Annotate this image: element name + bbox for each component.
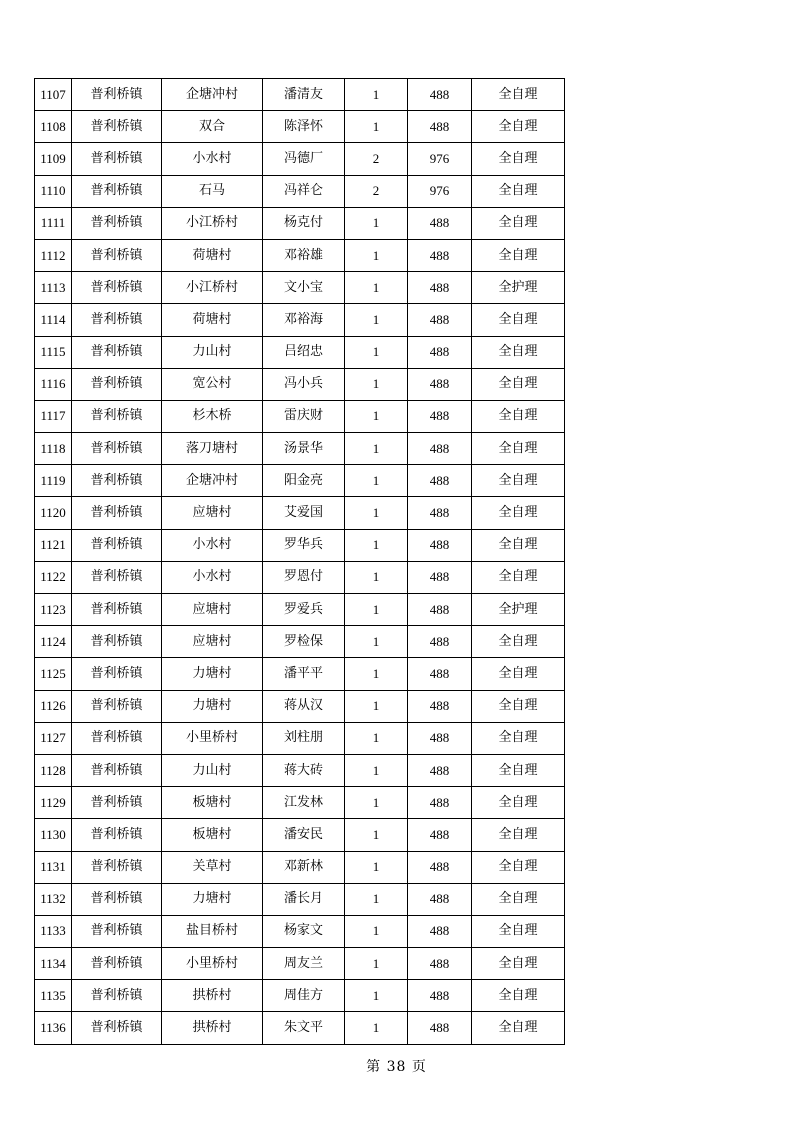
cell-seq: 1119: [35, 465, 72, 497]
cell-town: 普利桥镇: [72, 883, 162, 915]
cell-seq: 1122: [35, 561, 72, 593]
cell-town: 普利桥镇: [72, 819, 162, 851]
cell-village: 拱桥村: [162, 1012, 263, 1044]
cell-town: 普利桥镇: [72, 272, 162, 304]
cell-count: 1: [345, 754, 408, 786]
table-row: [35, 497, 565, 529]
cell-count: 1: [345, 561, 408, 593]
cell-town: 普利桥镇: [72, 658, 162, 690]
cell-care-type: 全自理: [472, 722, 565, 754]
cell-village: 小水村: [162, 143, 263, 175]
table-row: [35, 883, 565, 915]
table-row: [35, 304, 565, 336]
cell-village: 小江桥村: [162, 207, 263, 239]
table-row: [35, 690, 565, 722]
cell-seq: 1111: [35, 207, 72, 239]
cell-count: 1: [345, 304, 408, 336]
cell-count: 1: [345, 626, 408, 658]
cell-care-type: 全自理: [472, 658, 565, 690]
cell-count: 1: [345, 915, 408, 947]
cell-village: 杉木桥: [162, 400, 263, 432]
cell-count: 1: [345, 883, 408, 915]
cell-amount: 488: [408, 368, 472, 400]
cell-name: 邓新林: [263, 851, 345, 883]
cell-name: 罗爱兵: [263, 594, 345, 626]
table-row: [35, 980, 565, 1012]
table-row: [35, 465, 565, 497]
cell-care-type: 全自理: [472, 915, 565, 947]
cell-care-type: 全自理: [472, 948, 565, 980]
cell-seq: 1121: [35, 529, 72, 561]
cell-care-type: 全自理: [472, 787, 565, 819]
cell-count: 1: [345, 594, 408, 626]
cell-village: 力塘村: [162, 690, 263, 722]
cell-seq: 1109: [35, 143, 72, 175]
cell-town: 普利桥镇: [72, 787, 162, 819]
cell-amount: 488: [408, 787, 472, 819]
cell-seq: 1107: [35, 79, 72, 111]
cell-village: 应塘村: [162, 626, 263, 658]
cell-amount: 488: [408, 400, 472, 432]
cell-count: 2: [345, 175, 408, 207]
cell-town: 普利桥镇: [72, 336, 162, 368]
cell-seq: 1132: [35, 883, 72, 915]
cell-count: 1: [345, 79, 408, 111]
cell-count: 1: [345, 1012, 408, 1044]
cell-count: 1: [345, 336, 408, 368]
cell-village: 荷塘村: [162, 304, 263, 336]
cell-care-type: 全自理: [472, 336, 565, 368]
cell-town: 普利桥镇: [72, 143, 162, 175]
cell-name: 艾爱国: [263, 497, 345, 529]
cell-amount: 488: [408, 915, 472, 947]
cell-care-type: 全自理: [472, 819, 565, 851]
cell-name: 杨家文: [263, 915, 345, 947]
cell-town: 普利桥镇: [72, 915, 162, 947]
cell-count: 1: [345, 948, 408, 980]
cell-count: 1: [345, 980, 408, 1012]
cell-name: 潘平平: [263, 658, 345, 690]
cell-count: 1: [345, 787, 408, 819]
cell-care-type: 全护理: [472, 272, 565, 304]
cell-town: 普利桥镇: [72, 754, 162, 786]
cell-seq: 1123: [35, 594, 72, 626]
beneficiary-table: [34, 78, 565, 1045]
cell-amount: 488: [408, 851, 472, 883]
cell-name: 潘长月: [263, 883, 345, 915]
table-row: [35, 754, 565, 786]
cell-name: 潘安民: [263, 819, 345, 851]
cell-care-type: 全自理: [472, 143, 565, 175]
table-row: [35, 207, 565, 239]
cell-seq: 1124: [35, 626, 72, 658]
cell-count: 1: [345, 465, 408, 497]
cell-village: 板塘村: [162, 787, 263, 819]
cell-town: 普利桥镇: [72, 561, 162, 593]
cell-seq: 1110: [35, 175, 72, 207]
cell-count: 1: [345, 529, 408, 561]
cell-name: 吕绍忠: [263, 336, 345, 368]
cell-seq: 1116: [35, 368, 72, 400]
cell-town: 普利桥镇: [72, 465, 162, 497]
cell-count: 1: [345, 111, 408, 143]
cell-name: 汤景华: [263, 433, 345, 465]
cell-seq: 1135: [35, 980, 72, 1012]
cell-seq: 1125: [35, 658, 72, 690]
cell-village: 落刀塘村: [162, 433, 263, 465]
cell-name: 冯德厂: [263, 143, 345, 175]
table-row: [35, 79, 565, 111]
cell-seq: 1120: [35, 497, 72, 529]
cell-town: 普利桥镇: [72, 980, 162, 1012]
cell-town: 普利桥镇: [72, 111, 162, 143]
cell-seq: 1133: [35, 915, 72, 947]
cell-name: 冯祥仑: [263, 175, 345, 207]
cell-count: 1: [345, 239, 408, 271]
cell-amount: 488: [408, 626, 472, 658]
cell-seq: 1108: [35, 111, 72, 143]
cell-care-type: 全自理: [472, 465, 565, 497]
cell-village: 力塘村: [162, 883, 263, 915]
cell-count: 1: [345, 819, 408, 851]
cell-amount: 488: [408, 433, 472, 465]
cell-amount: 488: [408, 465, 472, 497]
cell-town: 普利桥镇: [72, 594, 162, 626]
cell-amount: 488: [408, 1012, 472, 1044]
cell-name: 蒋从汉: [263, 690, 345, 722]
cell-care-type: 全自理: [472, 626, 565, 658]
cell-care-type: 全自理: [472, 561, 565, 593]
cell-name: 罗检保: [263, 626, 345, 658]
cell-amount: 488: [408, 336, 472, 368]
cell-care-type: 全自理: [472, 690, 565, 722]
cell-town: 普利桥镇: [72, 497, 162, 529]
cell-amount: 488: [408, 690, 472, 722]
cell-village: 石马: [162, 175, 263, 207]
cell-care-type: 全自理: [472, 111, 565, 143]
cell-village: 盐目桥村: [162, 915, 263, 947]
cell-village: 宽公村: [162, 368, 263, 400]
cell-name: 罗华兵: [263, 529, 345, 561]
cell-amount: 488: [408, 722, 472, 754]
cell-amount: 488: [408, 304, 472, 336]
cell-village: 力山村: [162, 754, 263, 786]
table-row: [35, 111, 565, 143]
cell-village: 力塘村: [162, 658, 263, 690]
cell-seq: 1130: [35, 819, 72, 851]
cell-town: 普利桥镇: [72, 722, 162, 754]
cell-care-type: 全自理: [472, 1012, 565, 1044]
table-row: [35, 272, 565, 304]
cell-seq: 1129: [35, 787, 72, 819]
table-row: [35, 239, 565, 271]
cell-name: 杨克付: [263, 207, 345, 239]
cell-amount: 488: [408, 111, 472, 143]
cell-care-type: 全自理: [472, 497, 565, 529]
cell-count: 1: [345, 368, 408, 400]
cell-village: 企塘冲村: [162, 465, 263, 497]
cell-amount: 488: [408, 239, 472, 271]
cell-seq: 1114: [35, 304, 72, 336]
page-number: 第 38 页: [366, 1059, 427, 1075]
cell-count: 1: [345, 272, 408, 304]
cell-care-type: 全自理: [472, 400, 565, 432]
cell-name: 周友兰: [263, 948, 345, 980]
cell-seq: 1134: [35, 948, 72, 980]
cell-name: 蒋大砖: [263, 754, 345, 786]
cell-name: 邓裕雄: [263, 239, 345, 271]
table-row: [35, 400, 565, 432]
cell-care-type: 全自理: [472, 529, 565, 561]
table-row: [35, 368, 565, 400]
cell-count: 1: [345, 851, 408, 883]
cell-care-type: 全自理: [472, 175, 565, 207]
cell-amount: 488: [408, 79, 472, 111]
cell-town: 普利桥镇: [72, 626, 162, 658]
cell-care-type: 全自理: [472, 433, 565, 465]
cell-care-type: 全自理: [472, 79, 565, 111]
cell-village: 企塘冲村: [162, 79, 263, 111]
cell-count: 1: [345, 400, 408, 432]
cell-amount: 488: [408, 754, 472, 786]
cell-name: 刘柱朋: [263, 722, 345, 754]
cell-name: 陈泽怀: [263, 111, 345, 143]
cell-name: 潘清友: [263, 79, 345, 111]
cell-town: 普利桥镇: [72, 948, 162, 980]
cell-name: 阳金亮: [263, 465, 345, 497]
cell-amount: 976: [408, 175, 472, 207]
cell-village: 拱桥村: [162, 980, 263, 1012]
cell-amount: 488: [408, 819, 472, 851]
table-row: [35, 433, 565, 465]
cell-village: 应塘村: [162, 497, 263, 529]
cell-seq: 1117: [35, 400, 72, 432]
table-row: [35, 1012, 565, 1044]
table-row: [35, 787, 565, 819]
cell-town: 普利桥镇: [72, 851, 162, 883]
cell-village: 板塘村: [162, 819, 263, 851]
cell-town: 普利桥镇: [72, 175, 162, 207]
cell-care-type: 全自理: [472, 239, 565, 271]
cell-village: 力山村: [162, 336, 263, 368]
cell-care-type: 全护理: [472, 594, 565, 626]
cell-amount: 488: [408, 948, 472, 980]
table-row: [35, 143, 565, 175]
cell-seq: 1115: [35, 336, 72, 368]
cell-care-type: 全自理: [472, 368, 565, 400]
table-row: [35, 336, 565, 368]
cell-town: 普利桥镇: [72, 79, 162, 111]
cell-amount: 488: [408, 883, 472, 915]
cell-care-type: 全自理: [472, 304, 565, 336]
cell-count: 1: [345, 497, 408, 529]
cell-town: 普利桥镇: [72, 690, 162, 722]
cell-care-type: 全自理: [472, 851, 565, 883]
cell-town: 普利桥镇: [72, 304, 162, 336]
cell-amount: 488: [408, 658, 472, 690]
cell-name: 文小宝: [263, 272, 345, 304]
cell-village: 应塘村: [162, 594, 263, 626]
cell-town: 普利桥镇: [72, 368, 162, 400]
cell-town: 普利桥镇: [72, 400, 162, 432]
cell-town: 普利桥镇: [72, 433, 162, 465]
cell-name: 江发林: [263, 787, 345, 819]
cell-seq: 1112: [35, 239, 72, 271]
cell-town: 普利桥镇: [72, 239, 162, 271]
cell-amount: 488: [408, 272, 472, 304]
cell-amount: 488: [408, 594, 472, 626]
cell-village: 小江桥村: [162, 272, 263, 304]
cell-count: 2: [345, 143, 408, 175]
table-row: [35, 722, 565, 754]
table-body: [35, 79, 565, 1045]
table-row: [35, 915, 565, 947]
table-row: [35, 658, 565, 690]
table-row: [35, 819, 565, 851]
table-row: [35, 529, 565, 561]
cell-seq: 1128: [35, 754, 72, 786]
table-row: [35, 626, 565, 658]
cell-town: 普利桥镇: [72, 207, 162, 239]
cell-amount: 488: [408, 561, 472, 593]
cell-village: 荷塘村: [162, 239, 263, 271]
cell-name: 邓裕海: [263, 304, 345, 336]
cell-care-type: 全自理: [472, 754, 565, 786]
cell-seq: 1127: [35, 722, 72, 754]
cell-care-type: 全自理: [472, 980, 565, 1012]
cell-amount: 976: [408, 143, 472, 175]
cell-name: 雷庆财: [263, 400, 345, 432]
cell-amount: 488: [408, 980, 472, 1012]
cell-count: 1: [345, 722, 408, 754]
cell-seq: 1126: [35, 690, 72, 722]
table-row: [35, 561, 565, 593]
cell-amount: 488: [408, 529, 472, 561]
table-row: [35, 948, 565, 980]
cell-name: 朱文平: [263, 1012, 345, 1044]
cell-amount: 488: [408, 497, 472, 529]
cell-care-type: 全自理: [472, 207, 565, 239]
cell-amount: 488: [408, 207, 472, 239]
cell-count: 1: [345, 690, 408, 722]
cell-village: 双合: [162, 111, 263, 143]
cell-town: 普利桥镇: [72, 1012, 162, 1044]
table-row: [35, 175, 565, 207]
cell-town: 普利桥镇: [72, 529, 162, 561]
cell-village: 关草村: [162, 851, 263, 883]
cell-name: 冯小兵: [263, 368, 345, 400]
cell-name: 周佳方: [263, 980, 345, 1012]
table-row: [35, 851, 565, 883]
cell-village: 小水村: [162, 561, 263, 593]
cell-seq: 1131: [35, 851, 72, 883]
cell-village: 小里桥村: [162, 722, 263, 754]
cell-seq: 1136: [35, 1012, 72, 1044]
table-row: [35, 594, 565, 626]
cell-seq: 1113: [35, 272, 72, 304]
cell-count: 1: [345, 433, 408, 465]
cell-village: 小里桥村: [162, 948, 263, 980]
cell-village: 小水村: [162, 529, 263, 561]
cell-count: 1: [345, 207, 408, 239]
cell-name: 罗恩付: [263, 561, 345, 593]
cell-care-type: 全自理: [472, 883, 565, 915]
cell-count: 1: [345, 658, 408, 690]
cell-seq: 1118: [35, 433, 72, 465]
